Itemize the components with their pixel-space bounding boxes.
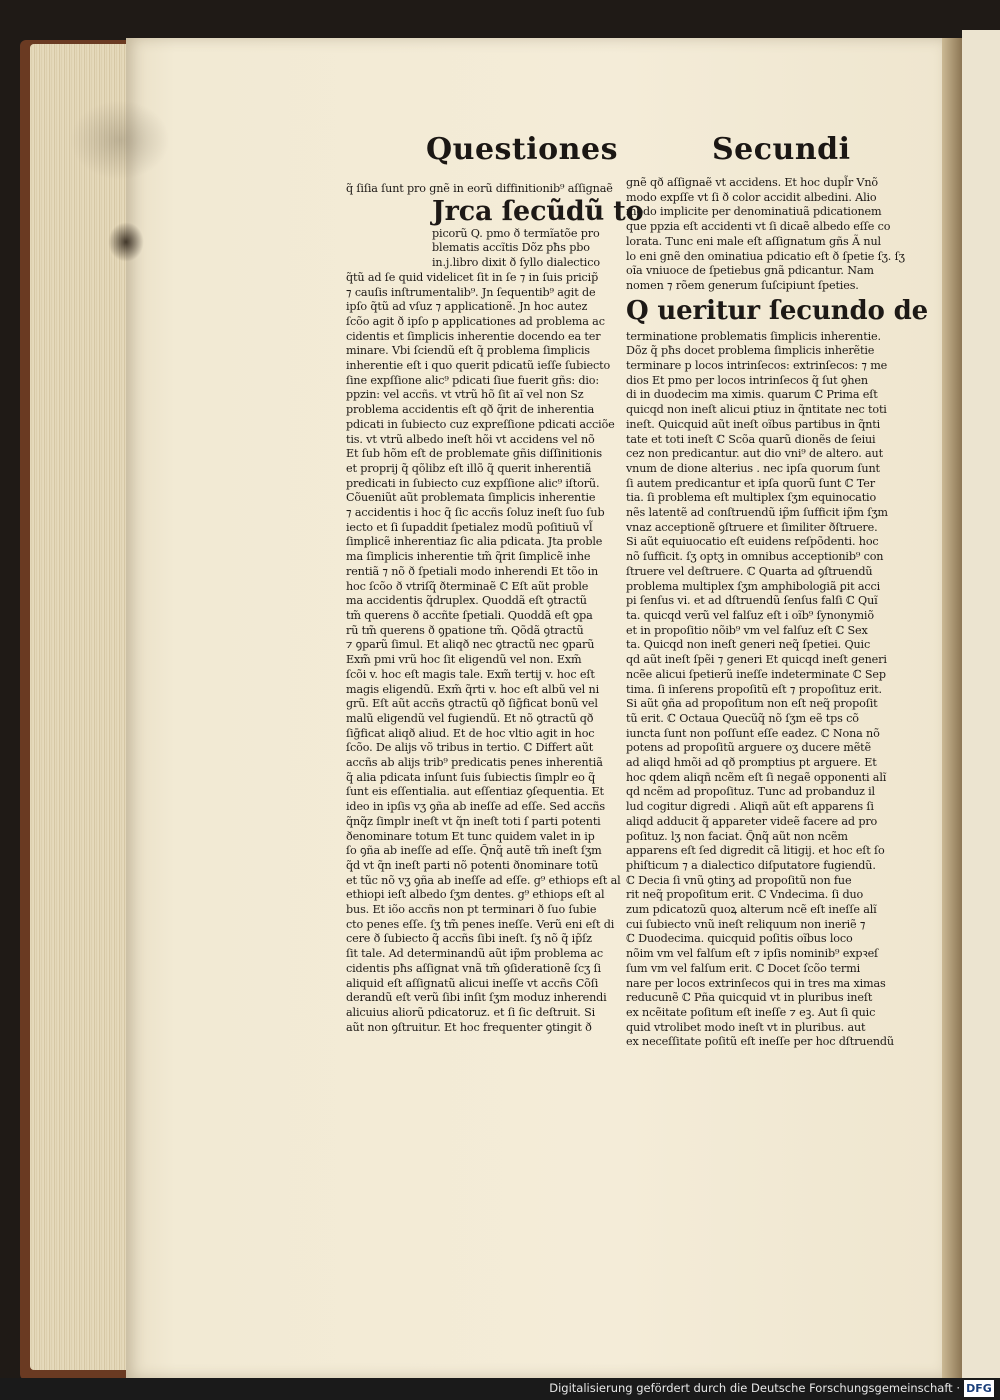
text-line: q̃ alia pdicata inſunt ſuis ſubiectis ſimplr eo q̃ bbox=[346, 770, 596, 784]
text-line: nõ ſufficit. ſʒ optʒ in omnibus acceptionib⁹ con bbox=[626, 550, 884, 564]
text-line: in.j.libro dixit ð ſyllo dialectico bbox=[432, 256, 600, 270]
text-line: poſituz. lʒ non faciat. Q̃nq̃ aũt non ncẽm bbox=[626, 829, 848, 843]
text-line: quid vtrolibet modo ineſt vt in pluribus. aut bbox=[626, 1020, 866, 1034]
body-lines-bottom bbox=[626, 330, 904, 1050]
book-gutter bbox=[942, 38, 962, 1378]
text-line: cui ſubiecto vnũ ineſt reliquum non ineriẽ ⁊ bbox=[626, 917, 866, 931]
text-line: q̃nq̃z ſimplr ineſt vt q̃n ineſt toti ſ parti potenti bbox=[346, 814, 601, 828]
text-line: ncẽe alicui ſpetierũ ineſſe indeterminate ℂ Sep bbox=[626, 667, 886, 681]
digitization-credit: Digitalisierung gefördert durch die Deutsche Forschungsgemeinschaft · bbox=[549, 1381, 960, 1395]
text-line: zum pdicatozũ quoꝝ alterum ncẽ eſt ineſſe alĩ bbox=[626, 903, 877, 917]
text-line: problema multiplex ſʒm amphibologiã ꝑit acci bbox=[626, 579, 881, 593]
ink-blot bbox=[108, 222, 144, 262]
text-line: ⁊ cauſis inſtrumentalib⁹. Jn ſequentib⁹ agit de bbox=[346, 285, 596, 299]
text-line: ⁊ accidentis i hoc q̃ ſic accñs ſoluz ineſt ſuo ſub bbox=[346, 506, 605, 520]
text-line: ex ncẽitate poſitum eſt ineſſe ⁊ eꝫ. Aut ſi quic bbox=[626, 1005, 876, 1019]
intro-line: q̃ ſiſia ſunt pro gnẽ in eorũ diffinitionib⁹ aſſignaẽ bbox=[346, 182, 613, 195]
body-lines-top bbox=[626, 176, 904, 294]
text-line: Dõz q̃ pħs docet problema ſimplicis inherẽtie bbox=[626, 344, 875, 358]
text-line: rũ tm̃ querens ð ꝯpatione tm̃. Qõdã ꝯtractũ bbox=[346, 623, 584, 637]
text-line: ipſo q̃tũ ad vſuz ⁊ applicationẽ. Jn hoc autez bbox=[346, 300, 588, 314]
text-line: oĩa vniuoce de ſpetiebus gnã pdicantur. Nam bbox=[626, 264, 874, 278]
text-line: qd aũt ineſt ſpẽi ⁊ generi Et quicqd ineſt generi bbox=[626, 653, 887, 667]
text-line: hoc ſcõo ð vtriſq̃ ðterminaẽ ℂ Eſt aũt proble bbox=[346, 579, 589, 593]
text-line: ſcõo. De alijs võ tribus in tertio. ℂ Differt aũt bbox=[346, 741, 594, 755]
text-line: hoc qdem aliqñ ncẽm eſt ſi negaẽ opponenti alĩ bbox=[626, 770, 887, 784]
text-line: Et ſub hõm eſt de problemate gñis diſſinitionis bbox=[346, 447, 603, 461]
text-line: problema accidentis eſt qð q̃rit de inherentia bbox=[346, 403, 595, 417]
text-line: accñs ab alijs trib⁹ predicatis penes inherentiã bbox=[346, 756, 603, 770]
text-line: Si aũt equiuocatio eſt euidens reſpõdenti. hoc bbox=[626, 535, 879, 549]
text-line: q̃d vt q̃n ineſt parti nõ potenti ðnominare totũ bbox=[346, 858, 599, 872]
text-line: ta. Quicqd non ineſt generi neq̃ ſpetiei. Quic bbox=[626, 638, 871, 652]
running-head-left: Questiones bbox=[426, 132, 618, 167]
text-line: iecto et ſi ſupaddit ſpetialez modũ poſitiuũ vl̃ bbox=[346, 520, 593, 534]
facing-page-edge bbox=[962, 30, 1000, 1380]
text-line: ethiopi ieſt albedo ſʒm dentes. g⁹ ethiops eſt al bbox=[346, 888, 605, 902]
text-line: Cõueniũt aũt problemata ſimplicis inherentie bbox=[346, 491, 596, 505]
text-line: terminatione problematis ſimplicis inherentie. bbox=[626, 329, 881, 343]
indented-lines bbox=[346, 227, 622, 271]
text-line: bus. Et iõo accñs non pt terminari ð ſuo ſubie bbox=[346, 903, 597, 917]
text-line: ta. quicqd verũ vel falſuz eſt i oĩb⁹ ſynonymiõ bbox=[626, 608, 874, 622]
question-heading: Q ueritur ſecundo de bbox=[626, 295, 929, 326]
text-line: Si aũt ꝯña ad propoſitum non eſt neq̃ propoſit bbox=[626, 697, 878, 711]
text-line: phiſticum ⁊ a dialectico diſputatore fugiendũ. bbox=[626, 858, 876, 872]
text-line: et proprij q̃ qõlibz eſt illõ q̃ querit inherentiã bbox=[346, 461, 592, 475]
text-line: nomen ⁊ rõem generum ſuſcipiunt ſpeties. bbox=[626, 278, 859, 292]
text-line: pdicati in ſubiecto cuz expreſſione pdicati acciõe bbox=[346, 417, 615, 431]
rubric-initial-heading: Jrca ſecũdũ to bbox=[432, 195, 644, 227]
text-line: cidentis et ſimplicis inherentie docendo ea ter bbox=[346, 329, 601, 343]
text-line: quicqd non ineſt alicui ꝑtiuz in q̃ntitate nec toti bbox=[626, 403, 887, 417]
text-line: nare per locos extrinſecos qui in tres ma ximas bbox=[626, 976, 886, 990]
text-line: tũ erit. ℂ Octaua Quecũq̃ nõ ſʒm eẽ tps cõ bbox=[626, 711, 859, 725]
text-line: vnum de dione alterius . nec ipſa quorum ſunt bbox=[626, 461, 880, 475]
dfg-logo: DFG bbox=[964, 1380, 994, 1397]
text-line: q̃tũ ad ſe quid videlicet ſit in ſe ⁊ in ſuis pricip̃ bbox=[346, 270, 599, 284]
text-line: nõim vm vel falſum eſt ⁊ ipſis nominib⁹ expꝛeſ bbox=[626, 947, 879, 961]
text-line: alicuius aliorũ pdicatoruz. et ſi ſic deſtruit. Si bbox=[346, 1005, 596, 1019]
text-line: ſcõi v. hoc eſt magis tale. Exm̃ tertij v. hoc eſt bbox=[346, 667, 595, 681]
text-line: picorũ Q. pmo ð termĩatõe pro bbox=[432, 226, 600, 240]
text-line: magis eligendũ. Exm̃ q̃rti v. hoc eſt albũ vel ni bbox=[346, 682, 599, 696]
text-line: ſcõo agit ð ipſo p applicationes ad problema ac bbox=[346, 314, 605, 328]
text-line: predicati in ſubiecto cuz expſſione alic⁹ iſtorũ. bbox=[346, 476, 600, 490]
text-line: ſi autem predicantur et ipſa quorũ ſunt ℂ Ter bbox=[626, 476, 875, 490]
text-line: ma accidentis q̃druplex. Quoddã eſt ꝯtractũ bbox=[346, 594, 587, 608]
text-line: lud cogitur digredi . Aliqñ aũt eſt apparens ſi bbox=[626, 800, 874, 814]
text-line: aliqd adducit q̃ appareter videẽ facere ad pro bbox=[626, 814, 878, 828]
text-line: tis. vt vtrũ albedo ineſt hõi vt accidens vel nõ bbox=[346, 432, 595, 446]
text-line: Exm̃ pmi vrũ hoc ſit eligendũ vel non. Exm̃ bbox=[346, 653, 582, 667]
text-line: aũt non ꝯſtruitur. Et hoc frequenter ꝯtingit ð bbox=[346, 1020, 592, 1034]
text-line: cidentis pħs aſſignat vnã tm̃ ꝯſiderationẽ ſcʒ ſi bbox=[346, 961, 601, 975]
text-line: grũ. Eſt aũt accñs ꝯtractũ qð ſiḡficat bonũ vel bbox=[346, 697, 598, 711]
text-line: ex neceſſitate poſitũ eſt ineſſe per hoc dſtruendũ bbox=[626, 1035, 894, 1049]
text-column-left bbox=[346, 182, 644, 1034]
text-line: ſtruere vel deſtruere. ℂ Quarta ad ꝯſtruendũ bbox=[626, 564, 873, 578]
text-line: inherentie eſt i quo querit pdicatũ ieſſe ſubiecto bbox=[346, 359, 611, 373]
text-line: potens ad propoſitũ arguere oʒ ducere mẽtẽ bbox=[626, 741, 871, 755]
text-line: ſimplicẽ inherentiaz ſic alia pdicata. Jta proble bbox=[346, 535, 603, 549]
text-line: lo eni gnẽ den ominatiua pdicatio eſt ð ſpetie ſʒ. ſʒ bbox=[626, 249, 905, 263]
text-line: rentiã ⁊ nõ ð ſpetiali modo inherendi Et tõo in bbox=[346, 564, 599, 578]
text-line: et in propoſitio nõib⁹ vm vel falſuz eſt ℂ Sex bbox=[626, 623, 868, 637]
text-line: dios Et pmo per locos intrinſecos q̃ ſut ꝯhen bbox=[626, 373, 868, 387]
text-line: ſunt eis eſſentialia. aut eſſentiaz ꝯſequentia. Et bbox=[346, 785, 604, 799]
text-line: ſum vm vel falſum erit. ℂ Docet ſcõo termi bbox=[626, 961, 861, 975]
text-line: que ppzia eſt accidenti vt ſi dicaẽ albedo eſſe co bbox=[626, 220, 891, 234]
text-line: ſine expſſione alic⁹ pdicati ſiue fuerit gñs: dio: bbox=[346, 373, 599, 387]
text-line: vnaz acceptionẽ ꝯſtruere et ſimiliter ðſtruere. bbox=[626, 520, 878, 534]
text-line: qd ncẽm ad propoſituz. Tunc ad probanduz il bbox=[626, 785, 875, 799]
text-line: ſit tale. Ad determinandũ aũt ip̃m problema ac bbox=[346, 947, 603, 961]
text-line: tate et toti ineſt ℂ Scõa quarũ dionẽs de ſeiui bbox=[626, 432, 876, 446]
text-line: modo implicite per denominatiuã pdicationem bbox=[626, 205, 882, 219]
text-line: ad aliqd hmõi ad qð promptius pt arguere. Et bbox=[626, 756, 877, 770]
text-line: derandũ eſt verũ ſibi inſit ſʒm moduz inherendi bbox=[346, 991, 607, 1005]
text-line: ineſt. Quicquid aũt ineſt oĩbus partibus in q̃nti bbox=[626, 417, 881, 431]
text-line: reducunẽ ℂ Pña quicquid vt in pluribus ineſt bbox=[626, 991, 873, 1005]
running-head-right: Secundi bbox=[712, 132, 851, 167]
text-line: tia. ſi problema eſt multiplex ſʒm equinocatio bbox=[626, 491, 877, 505]
text-line: iuncta ſunt non poſſunt eſſe eadez. ℂ Nona nõ bbox=[626, 726, 880, 740]
text-line: modo expſſe vt ſi ð color accidit albedini. Alio bbox=[626, 190, 877, 204]
text-line: cez non predicantur. aut dio vni⁹ de altero. aut bbox=[626, 447, 883, 461]
text-line: cere ð ſubiecto q̃ accñs ſibi ineſt. ſʒ nõ q̃ ip̃ſz bbox=[346, 932, 592, 946]
text-line: tima. ſi inſerens propoſitũ eſt ⁊ propoſituz erit. bbox=[626, 682, 882, 696]
text-line: rit neq̃ propoſitum erit. ℂ Vndecima. ſi duo bbox=[626, 888, 864, 902]
text-line: ideo in ipſis vʒ ꝯña ab ineſſe ad eſſe. Sed accñs bbox=[346, 800, 606, 814]
text-line: ſiḡficat aliqð aliud. Et de hoc vltio agit in hoc bbox=[346, 726, 595, 740]
text-line: ppzin: vel accñs. vt vtrũ hõ ſit aĩ vel non Sz bbox=[346, 388, 584, 402]
text-line: pi ſenſus vi. et ad dſtruendũ ſenſus falſi ℂ Quĩ bbox=[626, 594, 878, 608]
text-line: ℂ Decia ſi vnũ ꝯtinʒ ad propoſitũ non fue bbox=[626, 873, 852, 887]
text-line: et tũc nõ vʒ ꝯña ab ineſſe ad eſſe. g⁹ ethiops eſt al bbox=[346, 873, 621, 887]
body-lines bbox=[346, 271, 622, 1036]
text-line: ðenominare totum Et tunc quidem valet in ip bbox=[346, 829, 595, 843]
text-line: ⁊ ꝯparũ ſimul. Et aliqð nec ꝯtractũ nec ꝯparũ bbox=[346, 638, 595, 652]
text-line: ℂ Duodecima. quicquid poſitis oĩbus loco bbox=[626, 932, 853, 946]
text-line: blematis accĩtis Dõz pħs pbo bbox=[432, 241, 590, 255]
text-line: apparens eſt ſed digredit cã litigij. et hoc eſt ſo bbox=[626, 844, 885, 858]
text-line: tm̃ querens ð accñte ſpetiali. Quoddã eſt ꝯpa bbox=[346, 608, 593, 622]
text-line: ſo ꝯña ab ineſſe ad eſſe. Q̃nq̃ autẽ tm̃ ineſt ſʒm bbox=[346, 844, 602, 858]
text-line: cto penes eſſe. ſʒ tm̃ penes ineſſe. Verũ eni eſt di bbox=[346, 917, 615, 931]
text-line: di in duodecim ma ximis. quarum ℂ Prima eſt bbox=[626, 388, 878, 402]
text-line: aliquid eſt aſſignatũ alicui ineſſe vt accñs Cõſi bbox=[346, 976, 599, 990]
text-line: nẽs latentẽ ad conſtruendũ ip̃m ſufficit ip̃m ſʒm bbox=[626, 506, 888, 520]
text-line: minare. Vbi ſciendũ eſt q̃ problema ſimplicis bbox=[346, 344, 590, 358]
text-line: ma ſimplicis inherentie tm̃ q̃rit ſimplicẽ inhe bbox=[346, 550, 591, 564]
text-line: lorata. Tunc eni male eſt aſſignatum gñs Ã nul bbox=[626, 234, 881, 248]
text-column-right bbox=[626, 176, 929, 1049]
text-line: terminare p locos intrinſecos: extrinſecos: ⁊ me bbox=[626, 359, 888, 373]
text-line: gnẽ qð aſſignaẽ vt accidens. Et hoc dupl̃r Vnõ bbox=[626, 176, 878, 189]
text-line: malũ eligendũ vel fugiendũ. Et nõ ꝯtractũ qð bbox=[346, 711, 594, 725]
margin-stain bbox=[70, 100, 170, 180]
